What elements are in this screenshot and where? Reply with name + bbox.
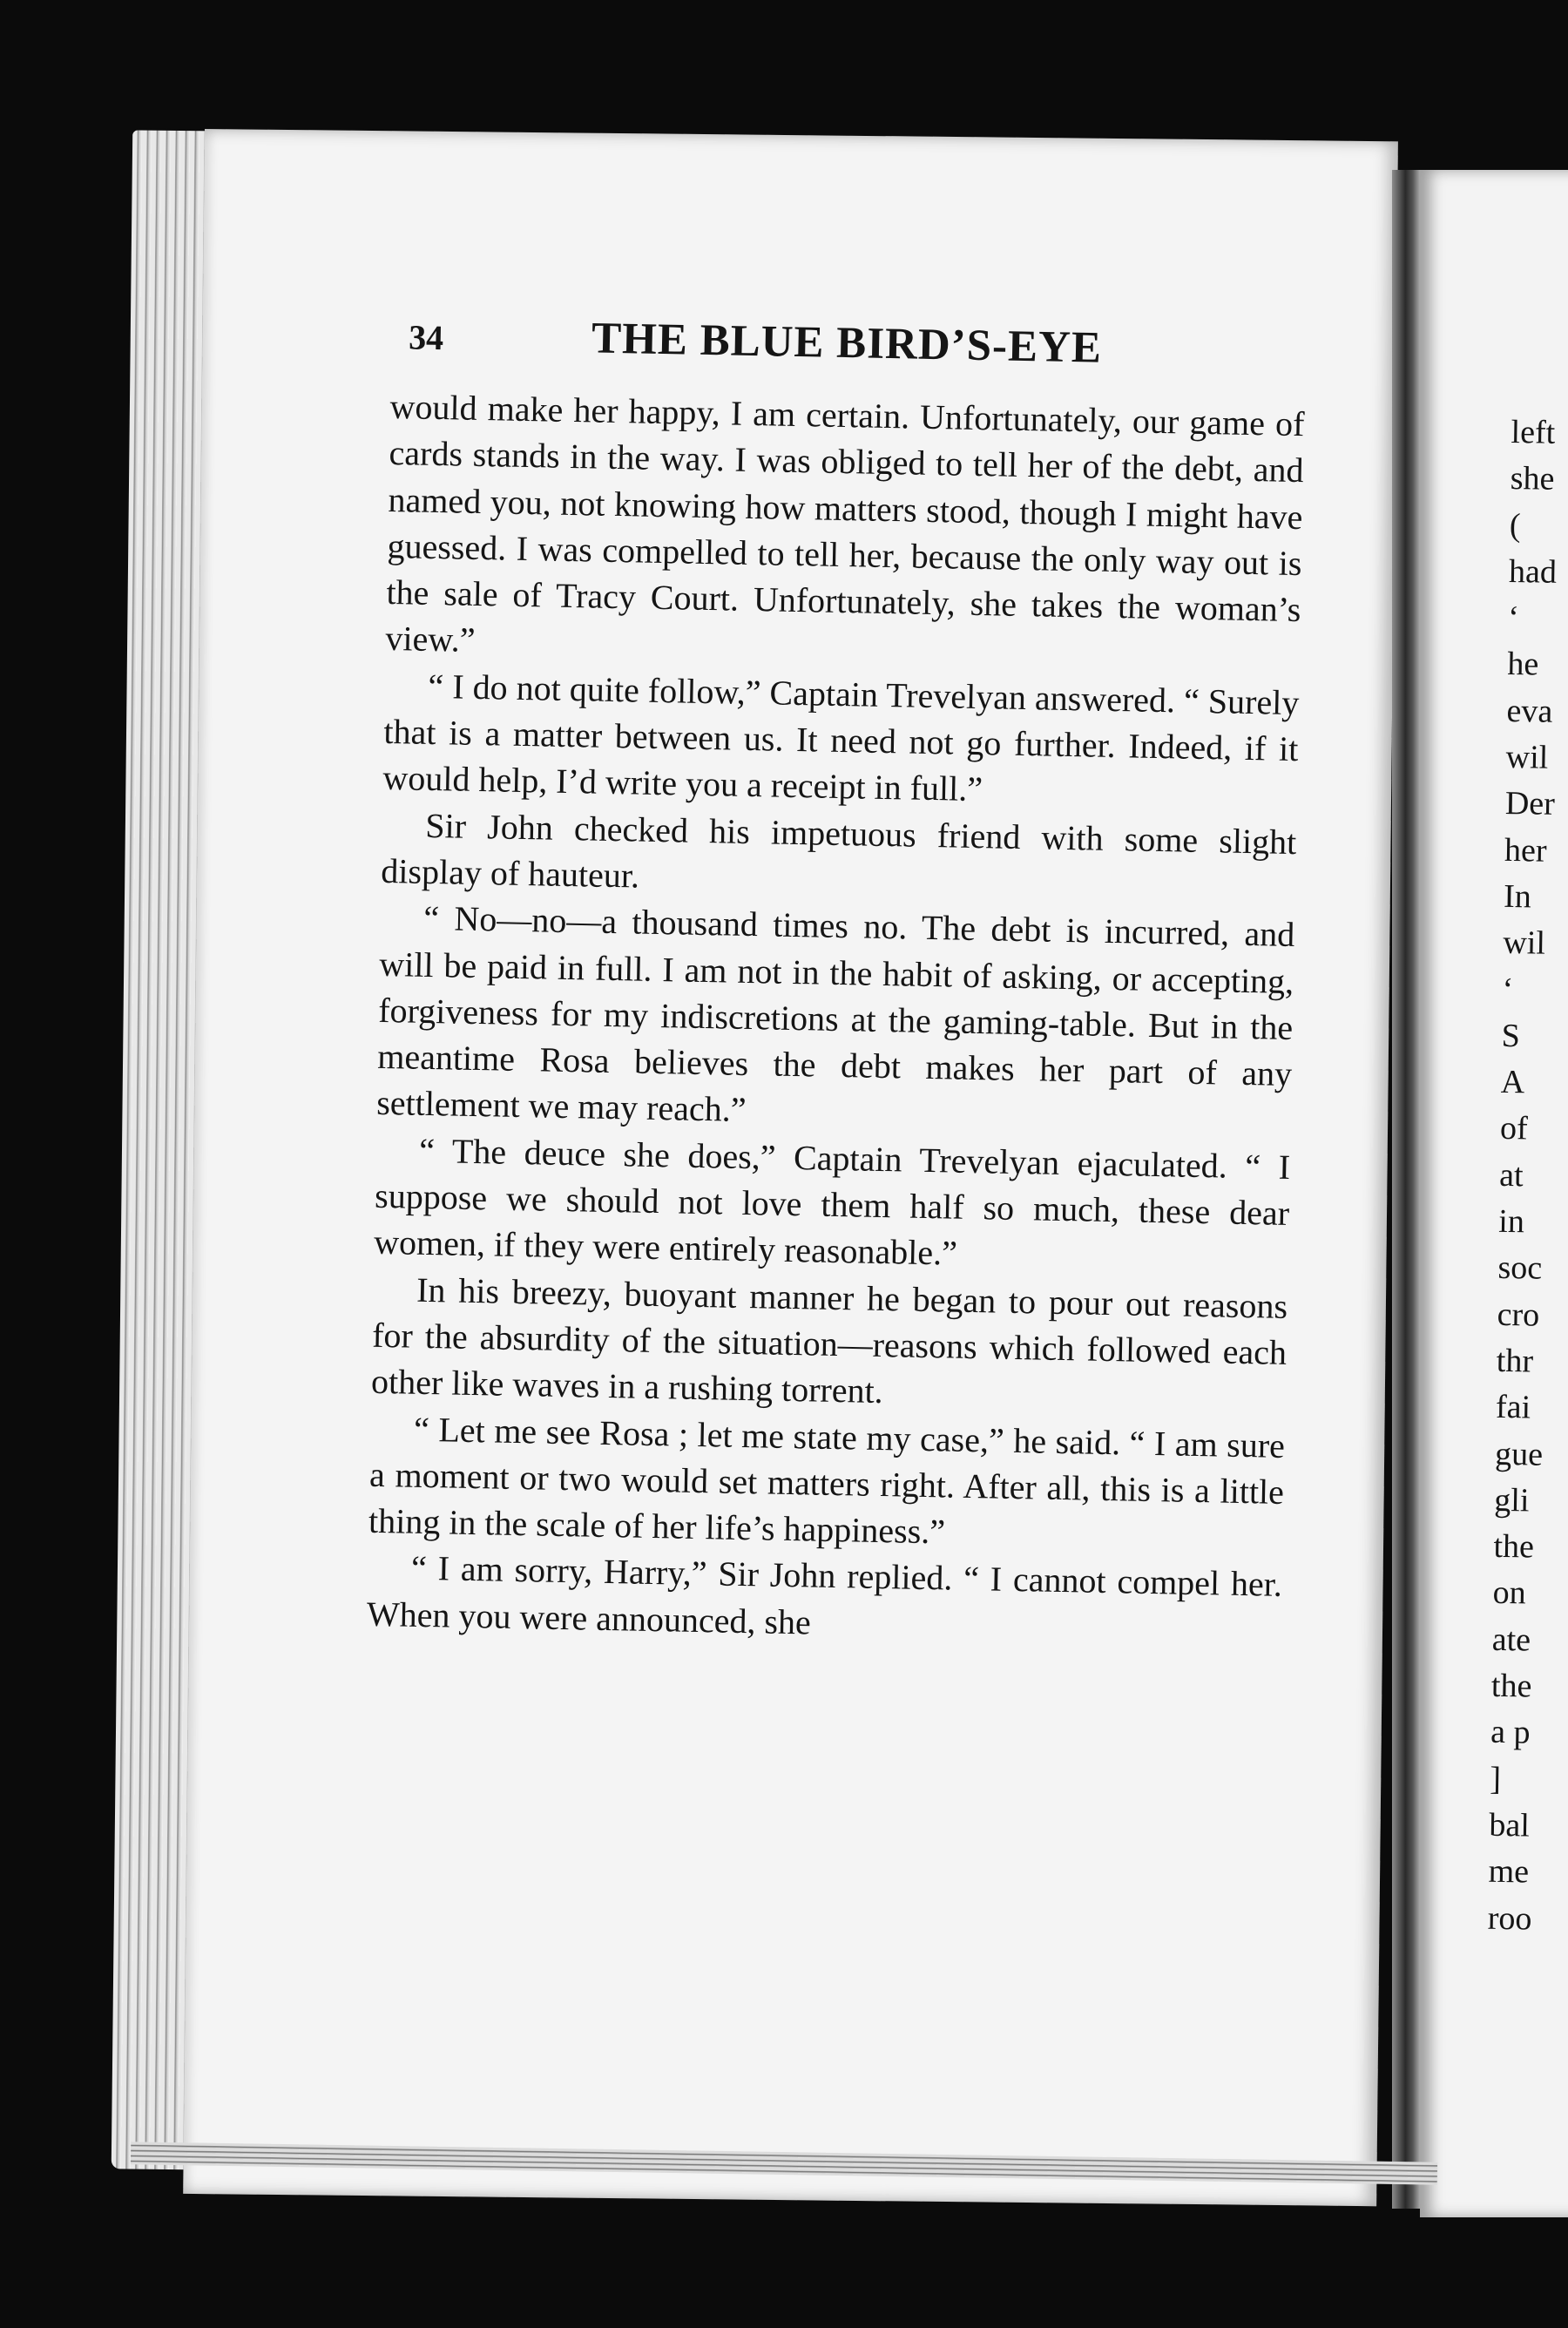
paragraph: “ I do not quite follow,” Captain Trevelyan answered. “ Surely that is a matter between us. It need not go further. Indeed, if it would help, I’d write you a receipt in full.”	[382, 666, 1300, 809]
right-fragment: ‘	[1502, 971, 1514, 1008]
right-fragment: ‘	[1507, 599, 1520, 637]
paragraph: “ The deuce she does,” Captain Trevelyan ejaculated. “ I suppose we should not love them half so much, these dear women, if they were entirely reasonable.”	[373, 1130, 1291, 1273]
running-title: THE BLUE BIRD’S-EYE	[591, 314, 1103, 373]
page-number: 34	[408, 317, 444, 358]
right-fragment: eva	[1506, 692, 1553, 730]
right-fragment: ate	[1491, 1621, 1531, 1659]
right-fragment: at	[1498, 1156, 1524, 1194]
right-fragment: bal	[1489, 1806, 1531, 1844]
right-fragment: roo	[1487, 1899, 1532, 1938]
paragraph: would make her happy, I am certain. Unfortunately, our game of cards stands in the way. I was obliged to tell her of the debt, and named you, not knowing how matters stood, though I might have guessed. I was compelled to tell her, because the only way out is the sale of Tracy Court. Unfortunately, she takes the woman’s view.”	[385, 386, 1305, 660]
right-fragment: Der	[1504, 785, 1556, 823]
page-header	[390, 301, 1315, 401]
left-page-text	[367, 301, 1315, 1655]
right-fragment: in	[1498, 1202, 1525, 1241]
right-fragment: fai	[1495, 1389, 1531, 1426]
paragraph: Sir John checked his impetuous friend with some slight display of hauteur.	[381, 805, 1297, 896]
right-fragment: A	[1500, 1064, 1525, 1101]
right-fragment: gue	[1494, 1435, 1544, 1473]
right-fragment: soc	[1497, 1249, 1543, 1288]
right-fragment: left	[1511, 413, 1556, 451]
right-fragment: (	[1509, 506, 1521, 544]
right-fragment: the	[1493, 1527, 1535, 1566]
right-fragment: her	[1504, 831, 1547, 870]
right-fragment: thr	[1496, 1342, 1534, 1380]
right-fragment: ]	[1489, 1760, 1502, 1797]
right-fragment: had	[1508, 552, 1558, 591]
right-fragment: In	[1503, 877, 1532, 916]
paragraph: “ Let me see Rosa ; let me state my case,” he said. “ I am sure a moment or two would set matters right. After all, this is a little thing in the scale of her life’s happiness.”	[368, 1409, 1286, 1552]
right-fragment: gli	[1494, 1481, 1530, 1519]
book-gutter	[1392, 170, 1422, 2209]
right-fragment: me	[1488, 1852, 1530, 1891]
paragraph: “ No—no—a thousand times no. The debt is incurred, and will be paid in full. I am not in the habit of asking, or accepting, forgiveness for my indiscretions at the gaming-table. But in the meantime Rosa believes the debt makes her part of any settlement we may reach.”	[375, 898, 1295, 1130]
right-fragment: he	[1507, 646, 1539, 684]
right-fragment: a p	[1490, 1714, 1531, 1751]
right-fragment: on	[1492, 1574, 1526, 1612]
right-fragment: the	[1490, 1667, 1532, 1705]
right-fragment: of	[1499, 1110, 1529, 1147]
paragraph: “ I am sorry, Harry,” Sir John replied. “ I cannot compel her. When you were announced, she	[366, 1548, 1283, 1642]
body-text	[367, 383, 1314, 1655]
right-fragment: wil	[1503, 924, 1546, 962]
right-fragment: cro	[1497, 1296, 1540, 1334]
right-fragment: wil	[1505, 739, 1549, 776]
right-fragment: she	[1510, 460, 1555, 498]
paragraph: In his breezy, buoyant manner he began to pour out reasons for the absurdity of the situation—reasons which followed each other like waves in a rushing torrent.	[370, 1269, 1288, 1411]
right-fragment: S	[1501, 1017, 1521, 1055]
